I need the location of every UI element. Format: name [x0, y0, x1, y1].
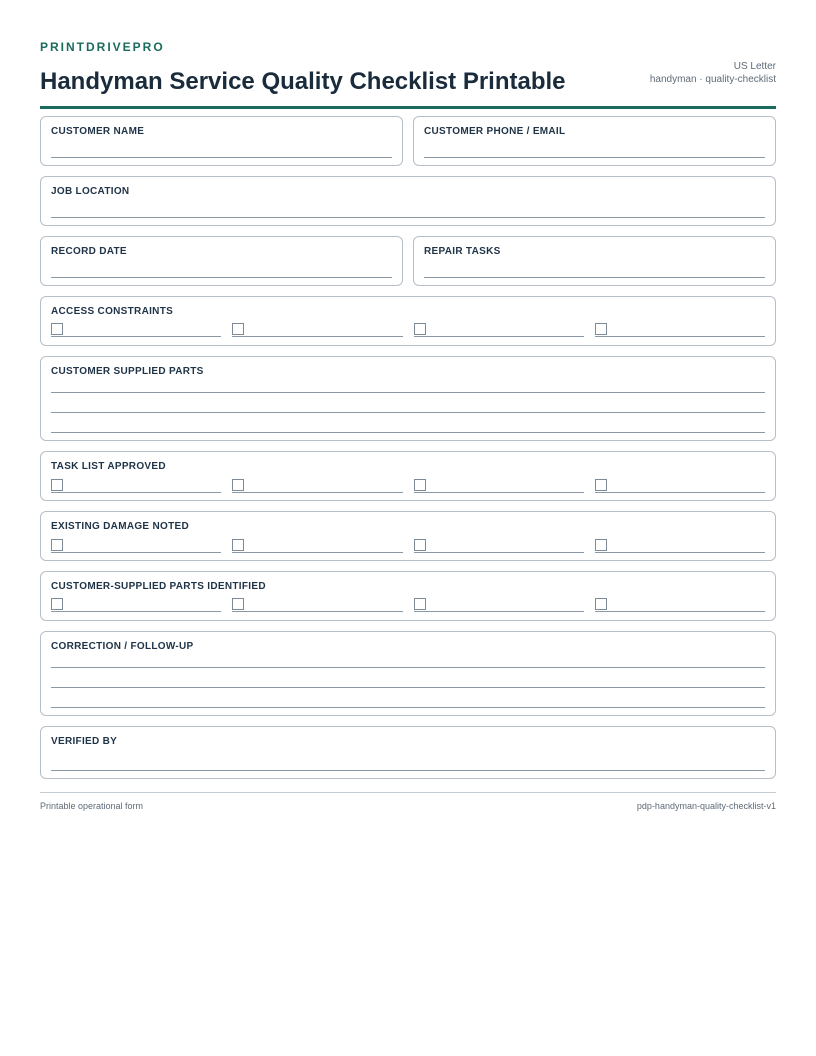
- checkbox[interactable]: [595, 539, 607, 551]
- check-option: [232, 479, 402, 493]
- checkbox[interactable]: [232, 539, 244, 551]
- footer-note: Printable operational form: [40, 801, 144, 811]
- check-option: [414, 479, 584, 493]
- form-tags: handyman · quality-checklist: [649, 74, 776, 85]
- check-option: [51, 598, 221, 612]
- header-divider: [40, 106, 776, 109]
- repair-tasks-field: [413, 236, 776, 286]
- brand-name: PRINTDRIVEPRO: [40, 40, 165, 54]
- footer-divider: [40, 792, 776, 793]
- repair-tasks-line[interactable]: [424, 277, 765, 278]
- check-option: [414, 323, 584, 337]
- customer-supplied-parts-identified-label: CUSTOMER-SUPPLIED PARTS IDENTIFIED: [51, 581, 266, 592]
- checkbox[interactable]: [414, 479, 426, 491]
- writing-line[interactable]: [51, 687, 765, 688]
- correction-follow-up-label: CORRECTION / FOLLOW-UP: [51, 641, 194, 652]
- verified-by-label: VERIFIED BY: [51, 736, 118, 747]
- check-option: [595, 479, 765, 493]
- checkbox[interactable]: [51, 598, 63, 610]
- verified-by-line[interactable]: [51, 770, 765, 771]
- check-option: [595, 598, 765, 612]
- check-option: [414, 539, 584, 553]
- header-meta: [650, 60, 776, 96]
- writing-line[interactable]: [51, 392, 765, 393]
- check-option: [51, 539, 221, 553]
- check-option: [51, 479, 221, 493]
- customer-contact-field: [413, 116, 776, 166]
- customer-contact-label: CUSTOMER PHONE / EMAIL: [424, 126, 566, 137]
- check-option: [414, 598, 584, 612]
- customer-name-field: [40, 116, 403, 166]
- checkbox[interactable]: [414, 539, 426, 551]
- record-date-line[interactable]: [51, 277, 392, 278]
- checkbox[interactable]: [232, 323, 244, 335]
- writing-line[interactable]: [51, 432, 765, 433]
- writing-line[interactable]: [51, 412, 765, 413]
- access-constraints-options: [51, 323, 765, 337]
- access-constraints-field: [40, 296, 776, 346]
- checkbox[interactable]: [595, 598, 607, 610]
- job-location-label: JOB LOCATION: [51, 186, 130, 197]
- checkbox[interactable]: [232, 598, 244, 610]
- check-option: [232, 323, 402, 337]
- verified-by-field: [40, 726, 776, 779]
- writing-line[interactable]: [51, 707, 765, 708]
- customer-supplied-parts-label: CUSTOMER SUPPLIED PARTS: [51, 366, 204, 377]
- correction-follow-up-field: [40, 631, 776, 716]
- check-option: [232, 539, 402, 553]
- writing-line[interactable]: [51, 667, 765, 668]
- header: [40, 60, 776, 96]
- checkbox[interactable]: [232, 479, 244, 491]
- job-location-line[interactable]: [51, 217, 765, 218]
- customer-supplied-parts-field: [40, 356, 776, 441]
- page: [40, 40, 776, 109]
- checkbox[interactable]: [595, 479, 607, 491]
- customer-supplied-parts-identified-options: [51, 598, 765, 612]
- checkbox[interactable]: [51, 479, 63, 491]
- customer-contact-line[interactable]: [424, 157, 765, 158]
- task-list-approved-options: [51, 479, 765, 493]
- task-list-approved-field: [40, 451, 776, 501]
- record-date-field: [40, 236, 403, 286]
- checkbox[interactable]: [414, 323, 426, 335]
- existing-damage-noted-label: EXISTING DAMAGE NOTED: [51, 521, 189, 532]
- customer-name-label: CUSTOMER NAME: [51, 126, 145, 137]
- checkbox[interactable]: [414, 598, 426, 610]
- customer-supplied-parts-identified-field: [40, 571, 776, 621]
- job-location-field: [40, 176, 776, 226]
- checkbox[interactable]: [51, 323, 63, 335]
- record-date-label: RECORD DATE: [51, 246, 127, 257]
- paper-size: US Letter: [733, 61, 776, 72]
- check-option: [51, 323, 221, 337]
- access-constraints-label: ACCESS CONSTRAINTS: [51, 306, 174, 317]
- checkbox[interactable]: [595, 323, 607, 335]
- check-option: [595, 539, 765, 553]
- check-option: [232, 598, 402, 612]
- page-title: Handyman Service Quality Checklist Printable: [40, 68, 566, 95]
- existing-damage-noted-field: [40, 511, 776, 561]
- repair-tasks-label: REPAIR TASKS: [424, 246, 501, 257]
- form-id: pdp-handyman-quality-checklist-v1: [636, 801, 776, 811]
- task-list-approved-label: TASK LIST APPROVED: [51, 461, 166, 472]
- checkbox[interactable]: [51, 539, 63, 551]
- check-option: [595, 323, 765, 337]
- customer-name-line[interactable]: [51, 157, 392, 158]
- existing-damage-noted-options: [51, 539, 765, 553]
